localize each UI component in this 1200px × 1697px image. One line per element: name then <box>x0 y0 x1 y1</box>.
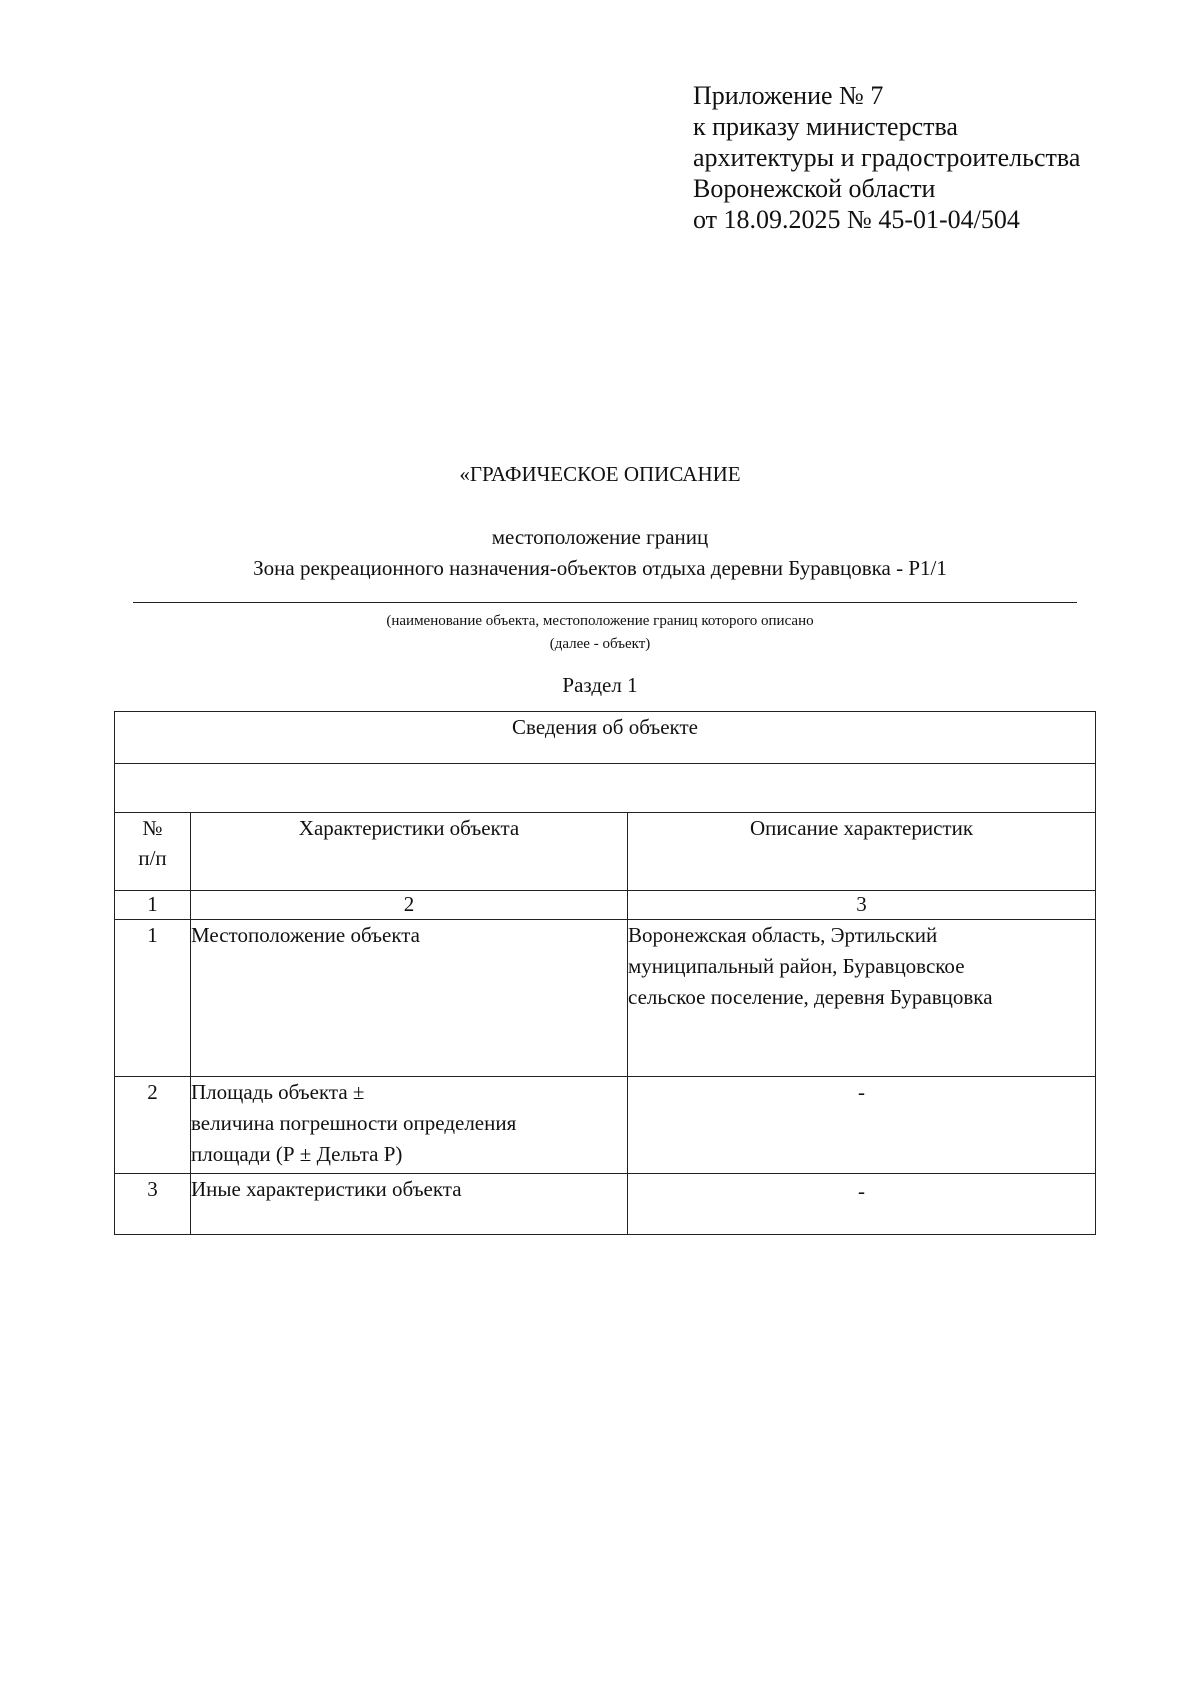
subtitle-line-2: Зона рекреационного назначения-объектов отдыха деревни Буравцовка - Р1/1 <box>253 556 947 580</box>
column-headers-row <box>115 813 1096 891</box>
appendix-line: Приложение № 7 <box>693 81 884 110</box>
characteristic-line: Иные характеристики объекта <box>191 1177 462 1201</box>
column-header-characteristics: Характеристики объекта <box>191 813 628 891</box>
underline-rule <box>133 602 1077 603</box>
table-row <box>115 920 1096 1077</box>
appendix-line: Воронежской области <box>693 174 936 203</box>
table-header-row <box>115 712 1096 764</box>
row-number: 3 <box>115 1174 191 1235</box>
row-characteristic <box>191 920 628 1077</box>
subtitle-line-1: местоположение границ <box>491 525 709 549</box>
appendix-line: к приказу министерства <box>693 112 958 141</box>
table-row <box>115 1174 1096 1235</box>
document-title: «ГРАФИЧЕСКОЕ ОПИСАНИЕ <box>459 462 741 486</box>
characteristic-line: Площадь объекта ± <box>191 1080 365 1104</box>
appendix-block <box>693 80 1173 235</box>
characteristic-line: величина погрешности определения <box>191 1111 517 1135</box>
column-number: 2 <box>191 891 628 920</box>
section-label: Раздел 1 <box>562 673 638 697</box>
column-number: 3 <box>628 891 1096 920</box>
table-header: Сведения об объекте <box>115 712 1096 764</box>
object-info-table <box>114 711 1096 1235</box>
table-row <box>115 1077 1096 1174</box>
row-description: - <box>628 1077 1096 1174</box>
characteristic-line: площади (Р ± Дельта Р) <box>191 1142 403 1166</box>
column-numbers-row <box>115 891 1096 920</box>
num-header-line-1: № <box>142 816 163 840</box>
description-line: сельское поселение, деревня Буравцовка <box>628 985 993 1009</box>
num-header-line-2: п/п <box>138 846 167 870</box>
characteristic-line: Местоположение объекта <box>191 923 421 947</box>
appendix-line: архитектуры и градостроительства <box>693 143 1081 172</box>
table-empty-row <box>115 764 1096 813</box>
appendix-line: от 18.09.2025 № 45-01-04/504 <box>693 205 1020 234</box>
row-characteristic <box>191 1174 628 1235</box>
caption-line-1: (наименование объекта, местоположение границ которого описано <box>386 613 814 629</box>
row-number: 1 <box>115 920 191 1077</box>
row-description: - <box>628 1174 1096 1235</box>
description-line: муниципальный район, Буравцовское <box>628 954 965 978</box>
column-header-description: Описание характеристик <box>628 813 1096 891</box>
description-line: Воронежская область, Эртильский <box>628 923 938 947</box>
document-subtitle <box>0 522 1200 584</box>
object-caption <box>0 610 1200 656</box>
column-number: 1 <box>115 891 191 920</box>
empty-cell <box>115 764 1096 813</box>
column-header-num <box>115 813 191 891</box>
row-characteristic <box>191 1077 628 1174</box>
row-description <box>628 920 1096 1077</box>
caption-line-2: (далее - объект) <box>549 636 651 652</box>
row-number: 2 <box>115 1077 191 1174</box>
